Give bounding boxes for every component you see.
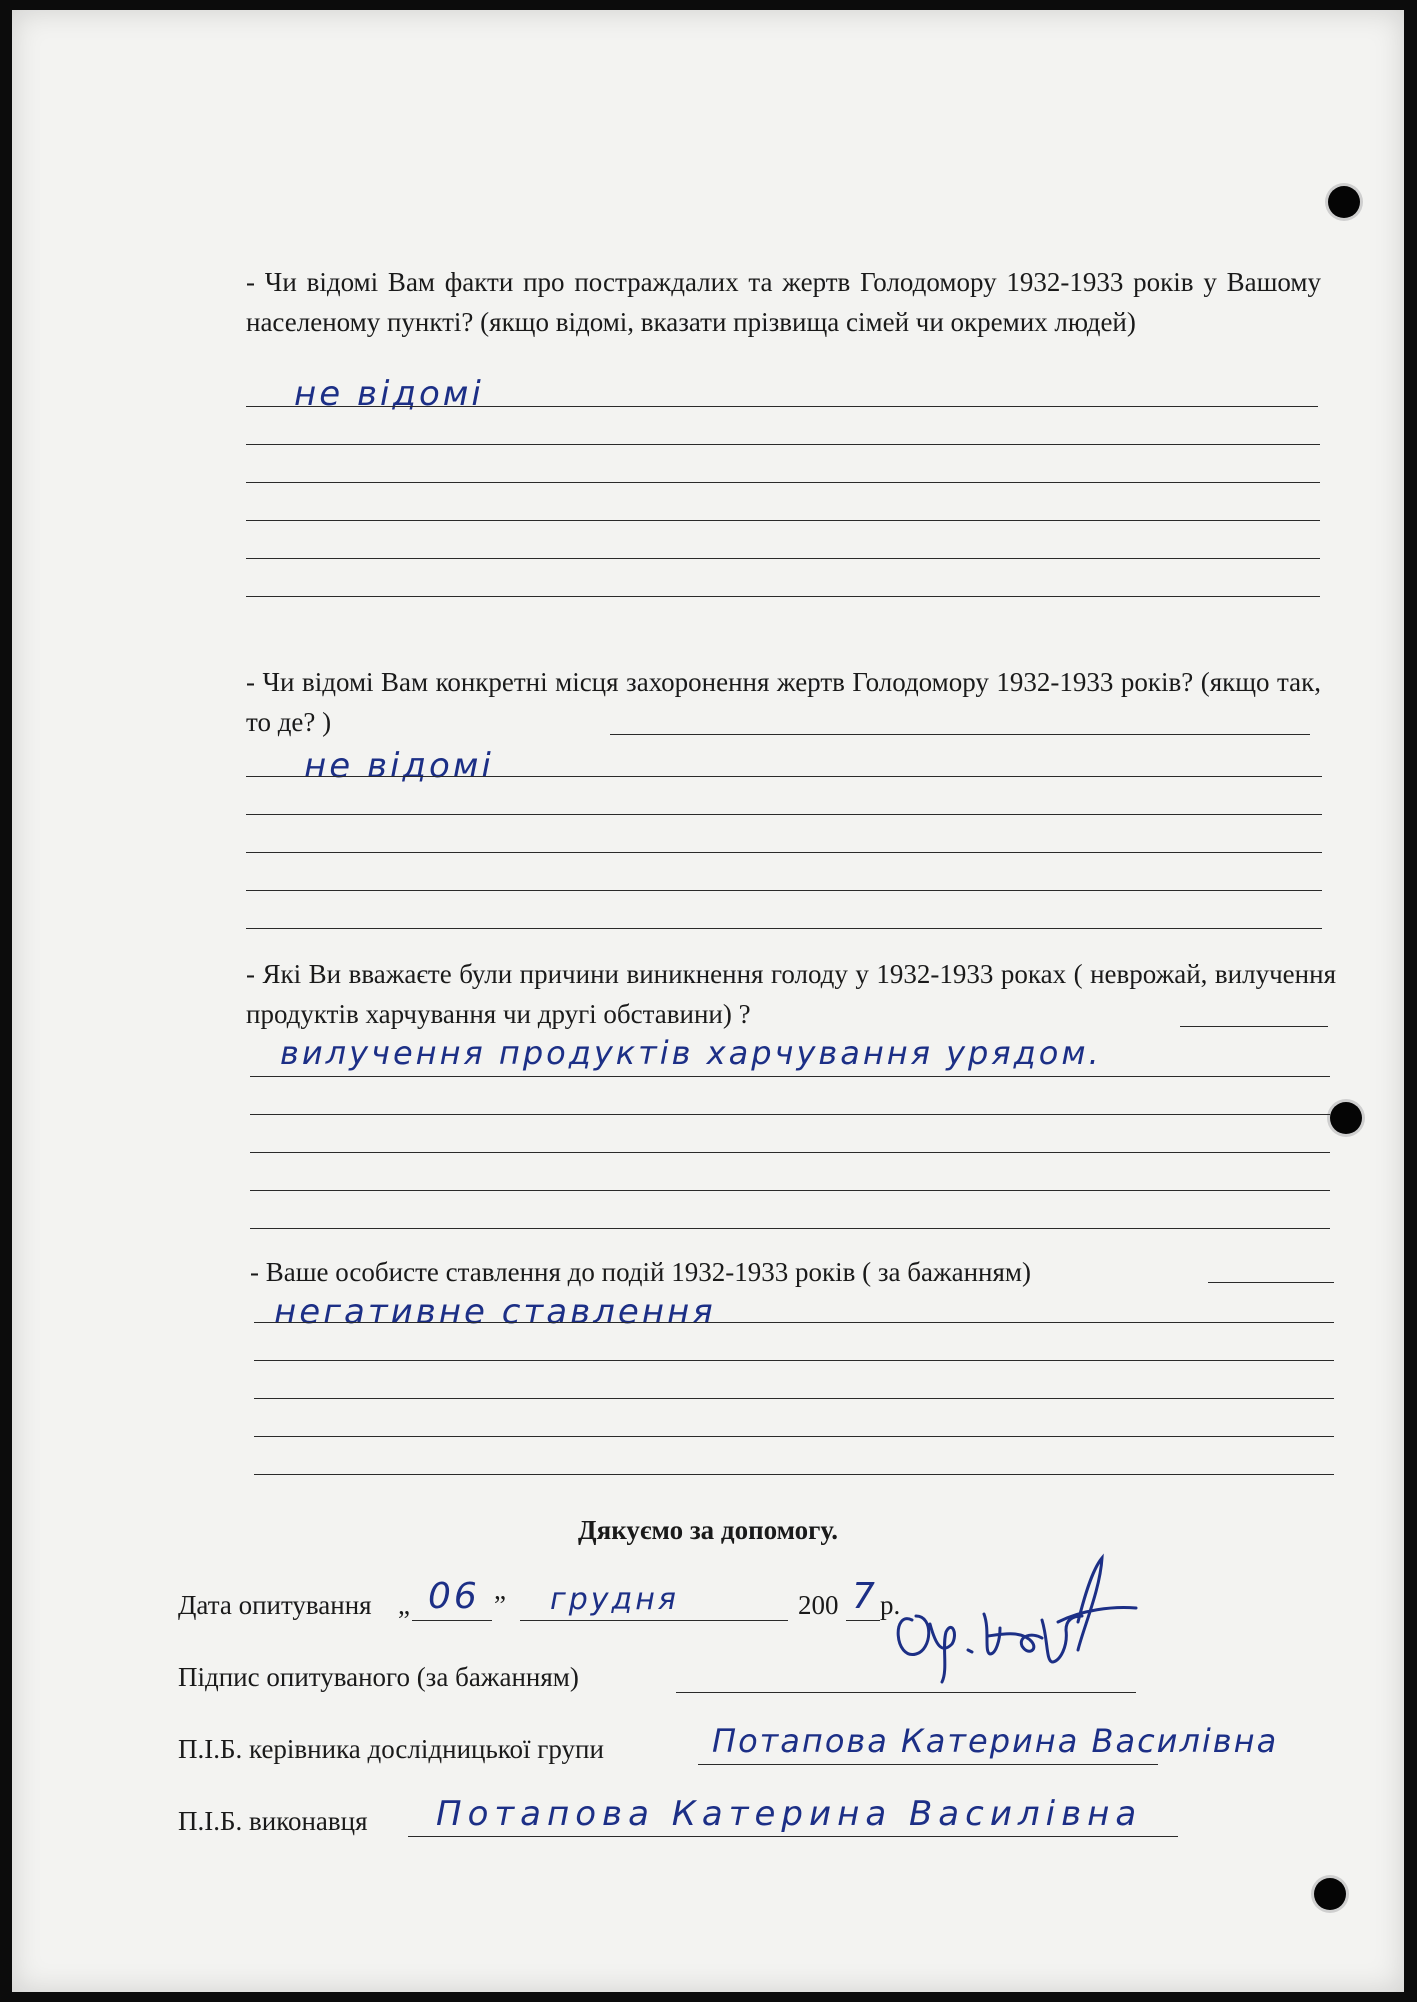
punch-hole-top bbox=[1328, 186, 1360, 218]
survey-date-year-suffix: р. bbox=[880, 1590, 901, 1620]
survey-date-year-prefix: 200 bbox=[798, 1590, 839, 1620]
answer-line bbox=[246, 814, 1322, 815]
answer-line bbox=[412, 1620, 492, 1621]
answer-4: негативне ставлення bbox=[274, 1292, 716, 1332]
answer-line bbox=[254, 1398, 1334, 1399]
answer-line bbox=[1208, 1282, 1334, 1283]
answer-line bbox=[246, 928, 1322, 929]
answer-2: не відомі bbox=[304, 746, 494, 786]
answer-line bbox=[246, 776, 1322, 777]
answer-line bbox=[254, 1360, 1334, 1361]
survey-date-year-digit: 7 bbox=[852, 1576, 875, 1617]
answer-line bbox=[246, 596, 1320, 597]
answer-line bbox=[254, 1436, 1334, 1437]
question-2-text: - Чи відомі Вам конкретні місця захоронення жертв Голодомору 1932-1933 років? (якщо так, то де? ) bbox=[246, 667, 1321, 737]
respondent-signature bbox=[872, 1550, 1142, 1690]
answer-line bbox=[254, 1322, 1334, 1323]
answer-line bbox=[246, 558, 1320, 559]
answer-line bbox=[610, 734, 1310, 735]
survey-date-month: грудня bbox=[550, 1582, 679, 1617]
answer-line bbox=[246, 890, 1322, 891]
question-3-text: - Які Ви вважаєте були причини виникнення голоду у 1932-1933 роках ( неврожай, вилучення продуктів харчування чи другі обставини) ? bbox=[246, 959, 1336, 1029]
group-leader-name: Потапова Катерина Василівна bbox=[712, 1722, 1279, 1760]
signature-label: Підпис опитуваного (за бажанням) bbox=[178, 1662, 579, 1692]
answer-1: не відомі bbox=[294, 374, 484, 414]
question-1-text: - Чи відомі Вам факти про постраждалих та жертв Голодомору 1932-1933 років у Вашому населеному пункті? (якщо відомі, вказати прізвища сімей чи окремих людей) bbox=[246, 267, 1321, 337]
answer-line bbox=[250, 1190, 1330, 1191]
thank-you-heading: Дякуємо за допомогу. bbox=[578, 1515, 838, 1545]
punch-hole-bottom bbox=[1314, 1878, 1346, 1910]
punch-hole-middle bbox=[1330, 1102, 1362, 1134]
executor-name: Потапова Катерина Василівна bbox=[436, 1794, 1143, 1834]
answer-3: вилучення продуктів харчування урядом. bbox=[280, 1034, 1102, 1072]
answer-line bbox=[254, 1474, 1334, 1475]
signature-line bbox=[676, 1692, 1136, 1693]
answer-line bbox=[250, 1076, 1330, 1077]
date-open-quote: „ bbox=[398, 1590, 410, 1620]
answer-line bbox=[250, 1152, 1330, 1153]
answer-line bbox=[246, 520, 1320, 521]
survey-date-label: Дата опитування bbox=[178, 1590, 372, 1620]
answer-line bbox=[246, 482, 1320, 483]
answer-line bbox=[408, 1836, 1178, 1837]
question-4-text: - Ваше особисте ставлення до подій 1932-1933 років ( за бажанням) bbox=[250, 1257, 1031, 1287]
executor-label: П.І.Б. виконавця bbox=[178, 1806, 368, 1836]
survey-date-day: 06 bbox=[428, 1576, 480, 1617]
answer-line bbox=[246, 406, 1318, 407]
answer-line bbox=[246, 444, 1320, 445]
answer-line bbox=[1180, 1026, 1328, 1027]
date-close-quote: ” bbox=[494, 1590, 506, 1620]
answer-line bbox=[520, 1620, 788, 1621]
questionnaire-page bbox=[12, 10, 1404, 1992]
group-leader-label: П.І.Б. керівника дослідницької групи bbox=[178, 1734, 604, 1764]
answer-line bbox=[698, 1764, 1158, 1765]
answer-line bbox=[250, 1114, 1330, 1115]
answer-line bbox=[246, 852, 1322, 853]
answer-line bbox=[250, 1228, 1330, 1229]
